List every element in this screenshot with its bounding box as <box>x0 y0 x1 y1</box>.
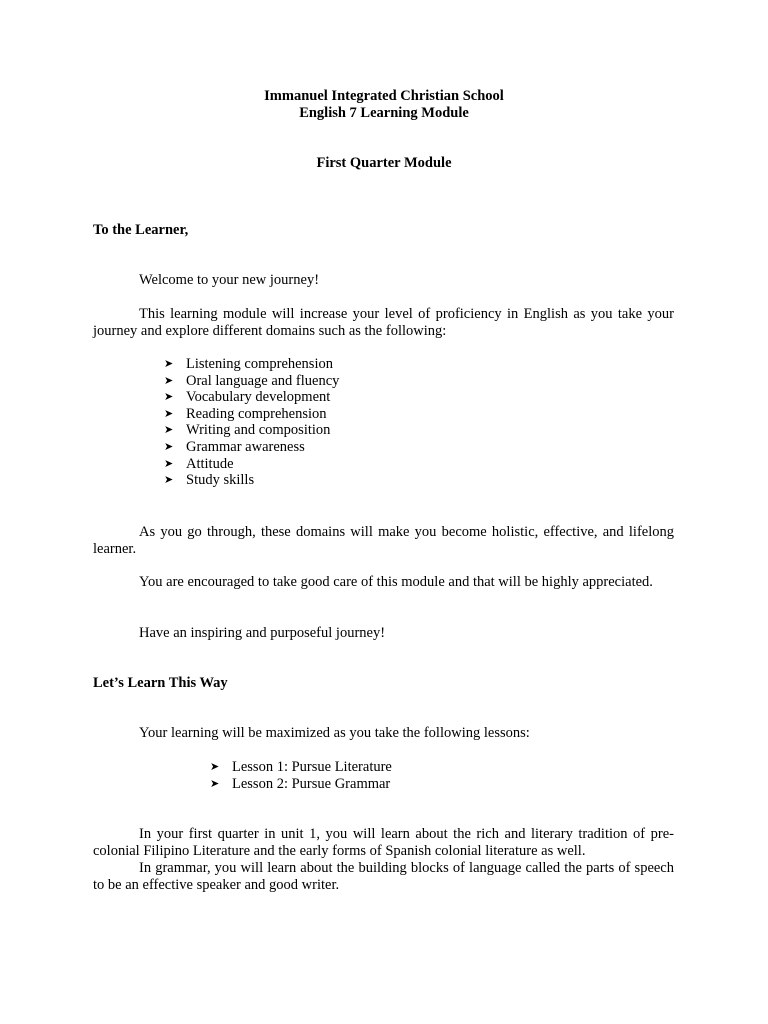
lessons-intro-paragraph: Your learning will be maximized as you take the following lessons: <box>139 725 530 741</box>
list-item: ➤ Reading comprehension <box>164 405 327 422</box>
list-item: ➤ Writing and composition <box>164 422 331 439</box>
journey-paragraph: Have an inspiring and purposeful journey! <box>139 625 386 641</box>
list-item: ➤ Listening comprehension <box>164 356 333 372</box>
module-title: English 7 Learning Module <box>299 105 469 121</box>
care-paragraph: You are encouraged to take good care of this module and that will be highly appreciated. <box>139 574 653 590</box>
list-item: ➤ Vocabulary development <box>164 389 331 406</box>
list-item: ➤ Grammar awareness <box>164 438 305 455</box>
arrowhead-bullet-icon: ➤ <box>210 760 220 773</box>
arrowhead-bullet-icon: ➤ <box>164 439 174 453</box>
arrowhead-bullet-icon: ➤ <box>164 456 174 470</box>
list-item: ➤ Lesson 1: Pursue Literature <box>210 759 392 775</box>
quarter-title: First Quarter Module <box>316 155 452 171</box>
lessons-list <box>210 759 392 792</box>
arrowhead-bullet-icon: ➤ <box>164 473 174 487</box>
arrowhead-bullet-icon: ➤ <box>164 373 174 387</box>
intro-paragraph: This learning module will increase your level of proficiency in English as you take your journey and explore different domains such as the following: <box>93 306 674 339</box>
arrowhead-bullet-icon: ➤ <box>210 776 220 790</box>
domains-list <box>164 356 339 489</box>
list-item: ➤ Oral language and fluency <box>164 372 340 389</box>
arrowhead-bullet-icon: ➤ <box>164 423 174 437</box>
domains-outcome-paragraph: As you go through, these domains will make you become holistic, effective, and lifelong learner. <box>93 524 674 557</box>
arrowhead-bullet-icon: ➤ <box>164 406 174 420</box>
list-item: ➤ Lesson 2: Pursue Grammar <box>210 775 391 792</box>
welcome-paragraph: Welcome to your new journey! <box>139 272 320 288</box>
list-item: ➤ Study skills <box>164 472 255 489</box>
arrowhead-bullet-icon: ➤ <box>164 357 174 370</box>
school-name: Immanuel Integrated Christian School <box>264 88 504 104</box>
list-item: ➤ Attitude <box>164 455 234 472</box>
literature-paragraph: In your first quarter in unit 1, you will learn about the rich and literary tradition of pre-colonial Filipino Literature and the early forms of Spanish colonial literature as well. <box>93 826 674 859</box>
grammar-paragraph: In grammar, you will learn about the building blocks of language called the parts of speech to be an effective speaker and good writer. <box>93 860 674 893</box>
arrowhead-bullet-icon: ➤ <box>164 390 174 404</box>
section-heading: Let’s Learn This Way <box>93 675 228 691</box>
greeting-heading: To the Learner, <box>93 222 189 238</box>
